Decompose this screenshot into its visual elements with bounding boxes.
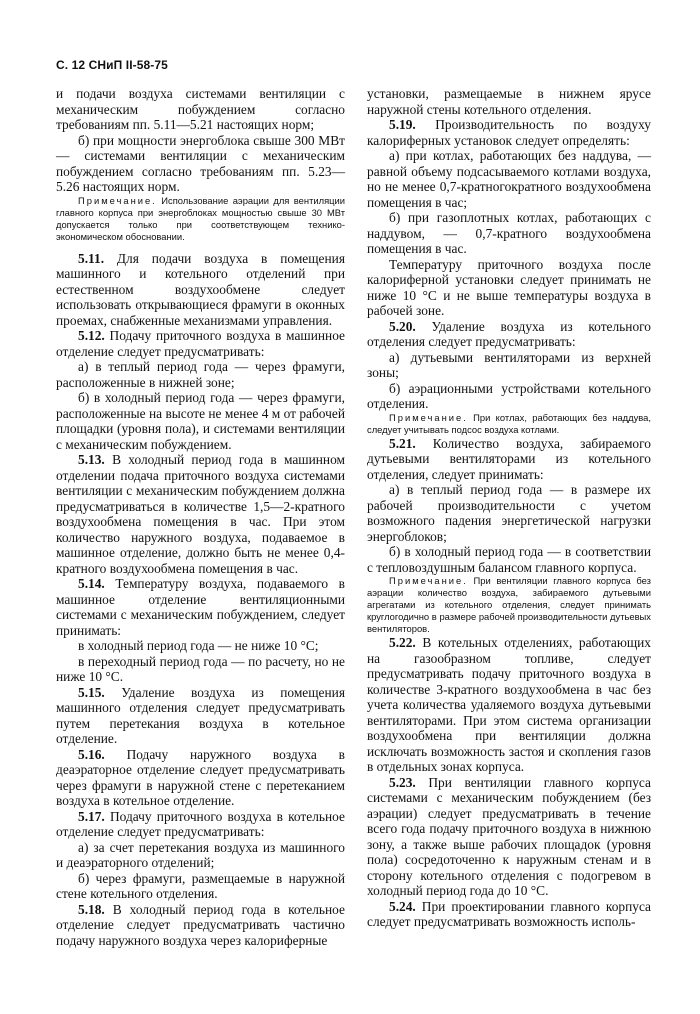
list-item: а) в теплый период года — через фрамуги, расположенные в нижней зоне; <box>56 359 345 390</box>
section-5-15 <box>56 685 345 747</box>
note-label: Примечание. <box>389 575 468 586</box>
section-text: В котельных отделениях, работающих на газообразном топливе, следует предусматривать подачу приточного воздуха в количестве 3-кратного воздухообмена в час без учета количества удаляемого воздуха дутьевыми вентиляторами. При этом система организации воздухообмена при вентиляции должна исключать возможность застоя и скопления газов в отдельных зонах корпуса. <box>367 635 651 774</box>
section-5-16 <box>56 747 345 809</box>
section-number: 5.23. <box>389 774 416 790</box>
page-header: С. 12 СНиП II-58-75 <box>56 58 168 72</box>
paragraph: установки, размещаемые в нижнем ярусе наружной стены котельного отделения. <box>367 86 651 117</box>
section-5-11 <box>56 251 345 329</box>
note-text: При котлах, работающих без наддува, следует учитывать подсос воздуха котлами. <box>367 411 651 435</box>
section-number: 5.14. <box>78 576 105 591</box>
section-number: 5.15. <box>78 684 105 700</box>
section-5-13 <box>56 452 345 576</box>
note <box>367 575 651 635</box>
list-item: в переходный период года — по расчету, но не ниже 10 °С. <box>56 653 345 684</box>
section-5-20 <box>367 319 651 350</box>
section-number: 5.17. <box>78 808 105 824</box>
section-text: Для подачи воздуха в помещения машинного и котельного отделений при естественном воздухообмене следует использовать открывающиеся фрамуги в оконных проемах, снабженные механизмами управления. <box>56 250 345 328</box>
section-5-21 <box>367 436 651 483</box>
note <box>367 412 651 436</box>
section-text: При проектировании главного корпуса следует предусматривать возможность исполь- <box>367 898 651 929</box>
left-column <box>56 86 345 948</box>
section-number: 5.11. <box>78 250 105 266</box>
section-text: Производительность по воздуху калориферных установок следует определять: <box>367 117 651 148</box>
section-5-18 <box>56 902 345 949</box>
section-5-23 <box>367 775 651 899</box>
section-number: 5.13. <box>78 452 105 467</box>
paragraph: Температуру приточного воздуха после калориферной установки следует принимать не ниже 10 °С и не выше температуры воздуха в рабочей зоне. <box>367 256 651 318</box>
section-number: 5.22. <box>389 635 416 650</box>
section-5-14 <box>56 576 345 638</box>
list-item: а) при котлах, работающих без наддува, — равной объему подсасываемого котлами воздуха, но не менее 0,7-кратногократного воздухообмена помещения в час; <box>367 148 651 210</box>
section-text: Подачу приточного воздуха в котельное отделение следует предусматривать: <box>56 808 345 839</box>
section-5-19 <box>367 117 651 148</box>
section-number: 5.12. <box>78 328 105 343</box>
section-5-22 <box>367 635 651 775</box>
section-number: 5.20. <box>389 318 416 334</box>
section-text: Температуру воздуха, подаваемого в машинное отделение вентиляционными системами с механическим побуждением, следует принимать: <box>56 576 345 638</box>
list-item: б) при газоплотных котлах, работающих с наддувом, — 0,7-кратного воздухообмена помещения в час. <box>367 210 651 256</box>
section-text: При вентиляции главного корпуса системами с механическим побуждением (без аэрации) следует предусматривать в течение всего года подачу приточного воздуха в нижнюю зону, а также выше рабочих площадок (уровня пола) сосредоточенно к наружным стенам и в сторону котельного отделения с подогревом в холодный период года до 10 °С. <box>367 774 651 898</box>
list-item: б) аэрационными устройствами котельного отделения. <box>367 380 651 411</box>
note-label: Примечание. <box>78 194 157 206</box>
section-text: Подачу наружного воздуха в деаэраторное отделение следует предусматривать через фрамуги в наружной стене с перетеканием воздуха в котельное отделение. <box>56 746 345 808</box>
right-column <box>367 86 651 930</box>
note-text: При вентиляции главного корпуса без аэрации количество воздуха, забираемого дутьевыми агрегатами из котельного отделения, следует принимать круглогодично в размере рабочей производительности дутьевых вентиляторов. <box>367 575 651 634</box>
list-item: б) при мощности энергоблока свыше 300 МВт — системами вентиляции с механическим побуждением согласно требованиям пп. 5.23—5.26 настоящих норм. <box>56 132 345 194</box>
section-number: 5.19. <box>389 117 416 132</box>
section-text: Удаление воздуха из котельного отделения следует предусматривать: <box>367 318 651 349</box>
section-number: 5.21. <box>389 435 416 451</box>
section-5-24 <box>367 899 651 930</box>
list-item: б) через фрамуги, размещаемые в наружной стене котельного отделения. <box>56 870 345 901</box>
list-item: а) за счет перетекания воздуха из машинного и деаэраторного отделений; <box>56 839 345 870</box>
section-5-12 <box>56 328 345 359</box>
note-label: Примечание. <box>389 411 468 423</box>
note-text: Использование аэрации для вентиляции главного корпуса при энергоблоках мощностью свыше 30 МВт допускается только при соответствующем технико-экономическом обосновании. <box>56 194 345 242</box>
section-text: Подачу приточного воздуха в машинное отделение следует предусматривать: <box>56 328 345 359</box>
list-item: б) в холодный период года — в соответствии с тепловоздушным балансом главного корпуса. <box>367 544 651 575</box>
list-item: в холодный период года — не ниже 10 °С; <box>78 638 319 653</box>
list-item: а) дутьевыми вентиляторами из верхней зоны; <box>367 349 651 380</box>
section-number: 5.24. <box>389 898 416 914</box>
paragraph: и подачи воздуха системами вентиляции с механическим побуждением согласно требованиям пп. 5.11—5.21 настоящих норм; <box>56 86 345 132</box>
section-5-17 <box>56 809 345 840</box>
section-text: В холодный период года в машинном отделении подача приточного воздуха системами вентиляции с механическим побуждением должна предусматриваться в количестве 1,5—2-кратного воздухообмена помещения в час. При этом количество наружного воздуха, подаваемое в машинное отделение, должно быть не менее 0,4-кратного воздухообмена помещения в час. <box>56 452 345 576</box>
section-number: 5.16. <box>78 746 105 762</box>
section-text: Количество воздуха, забираемого дутьевыми вентиляторами из котельного отделения, следует принимать: <box>367 435 651 482</box>
section-text: В холодный период года в котельное отделение следует предусматривать частично подачу наружного воздуха через калориферные <box>56 901 345 948</box>
section-text: Удаление воздуха из помещения машинного отделения следует предусматривать путем перетекания воздуха в котельное отделение. <box>56 684 345 746</box>
list-item: б) в холодный период года — через фрамуги, расположенные на высоте не менее 4 м от рабочей площадки (уровня пола), и системами вентиляции с механическим побуждением. <box>56 390 345 452</box>
note <box>56 195 345 243</box>
section-number: 5.18. <box>78 901 105 917</box>
list-item: а) в теплый период года — в размере их рабочей производительности с учетом возможного падения энергетической нагрузки энергоблоков; <box>367 482 651 544</box>
